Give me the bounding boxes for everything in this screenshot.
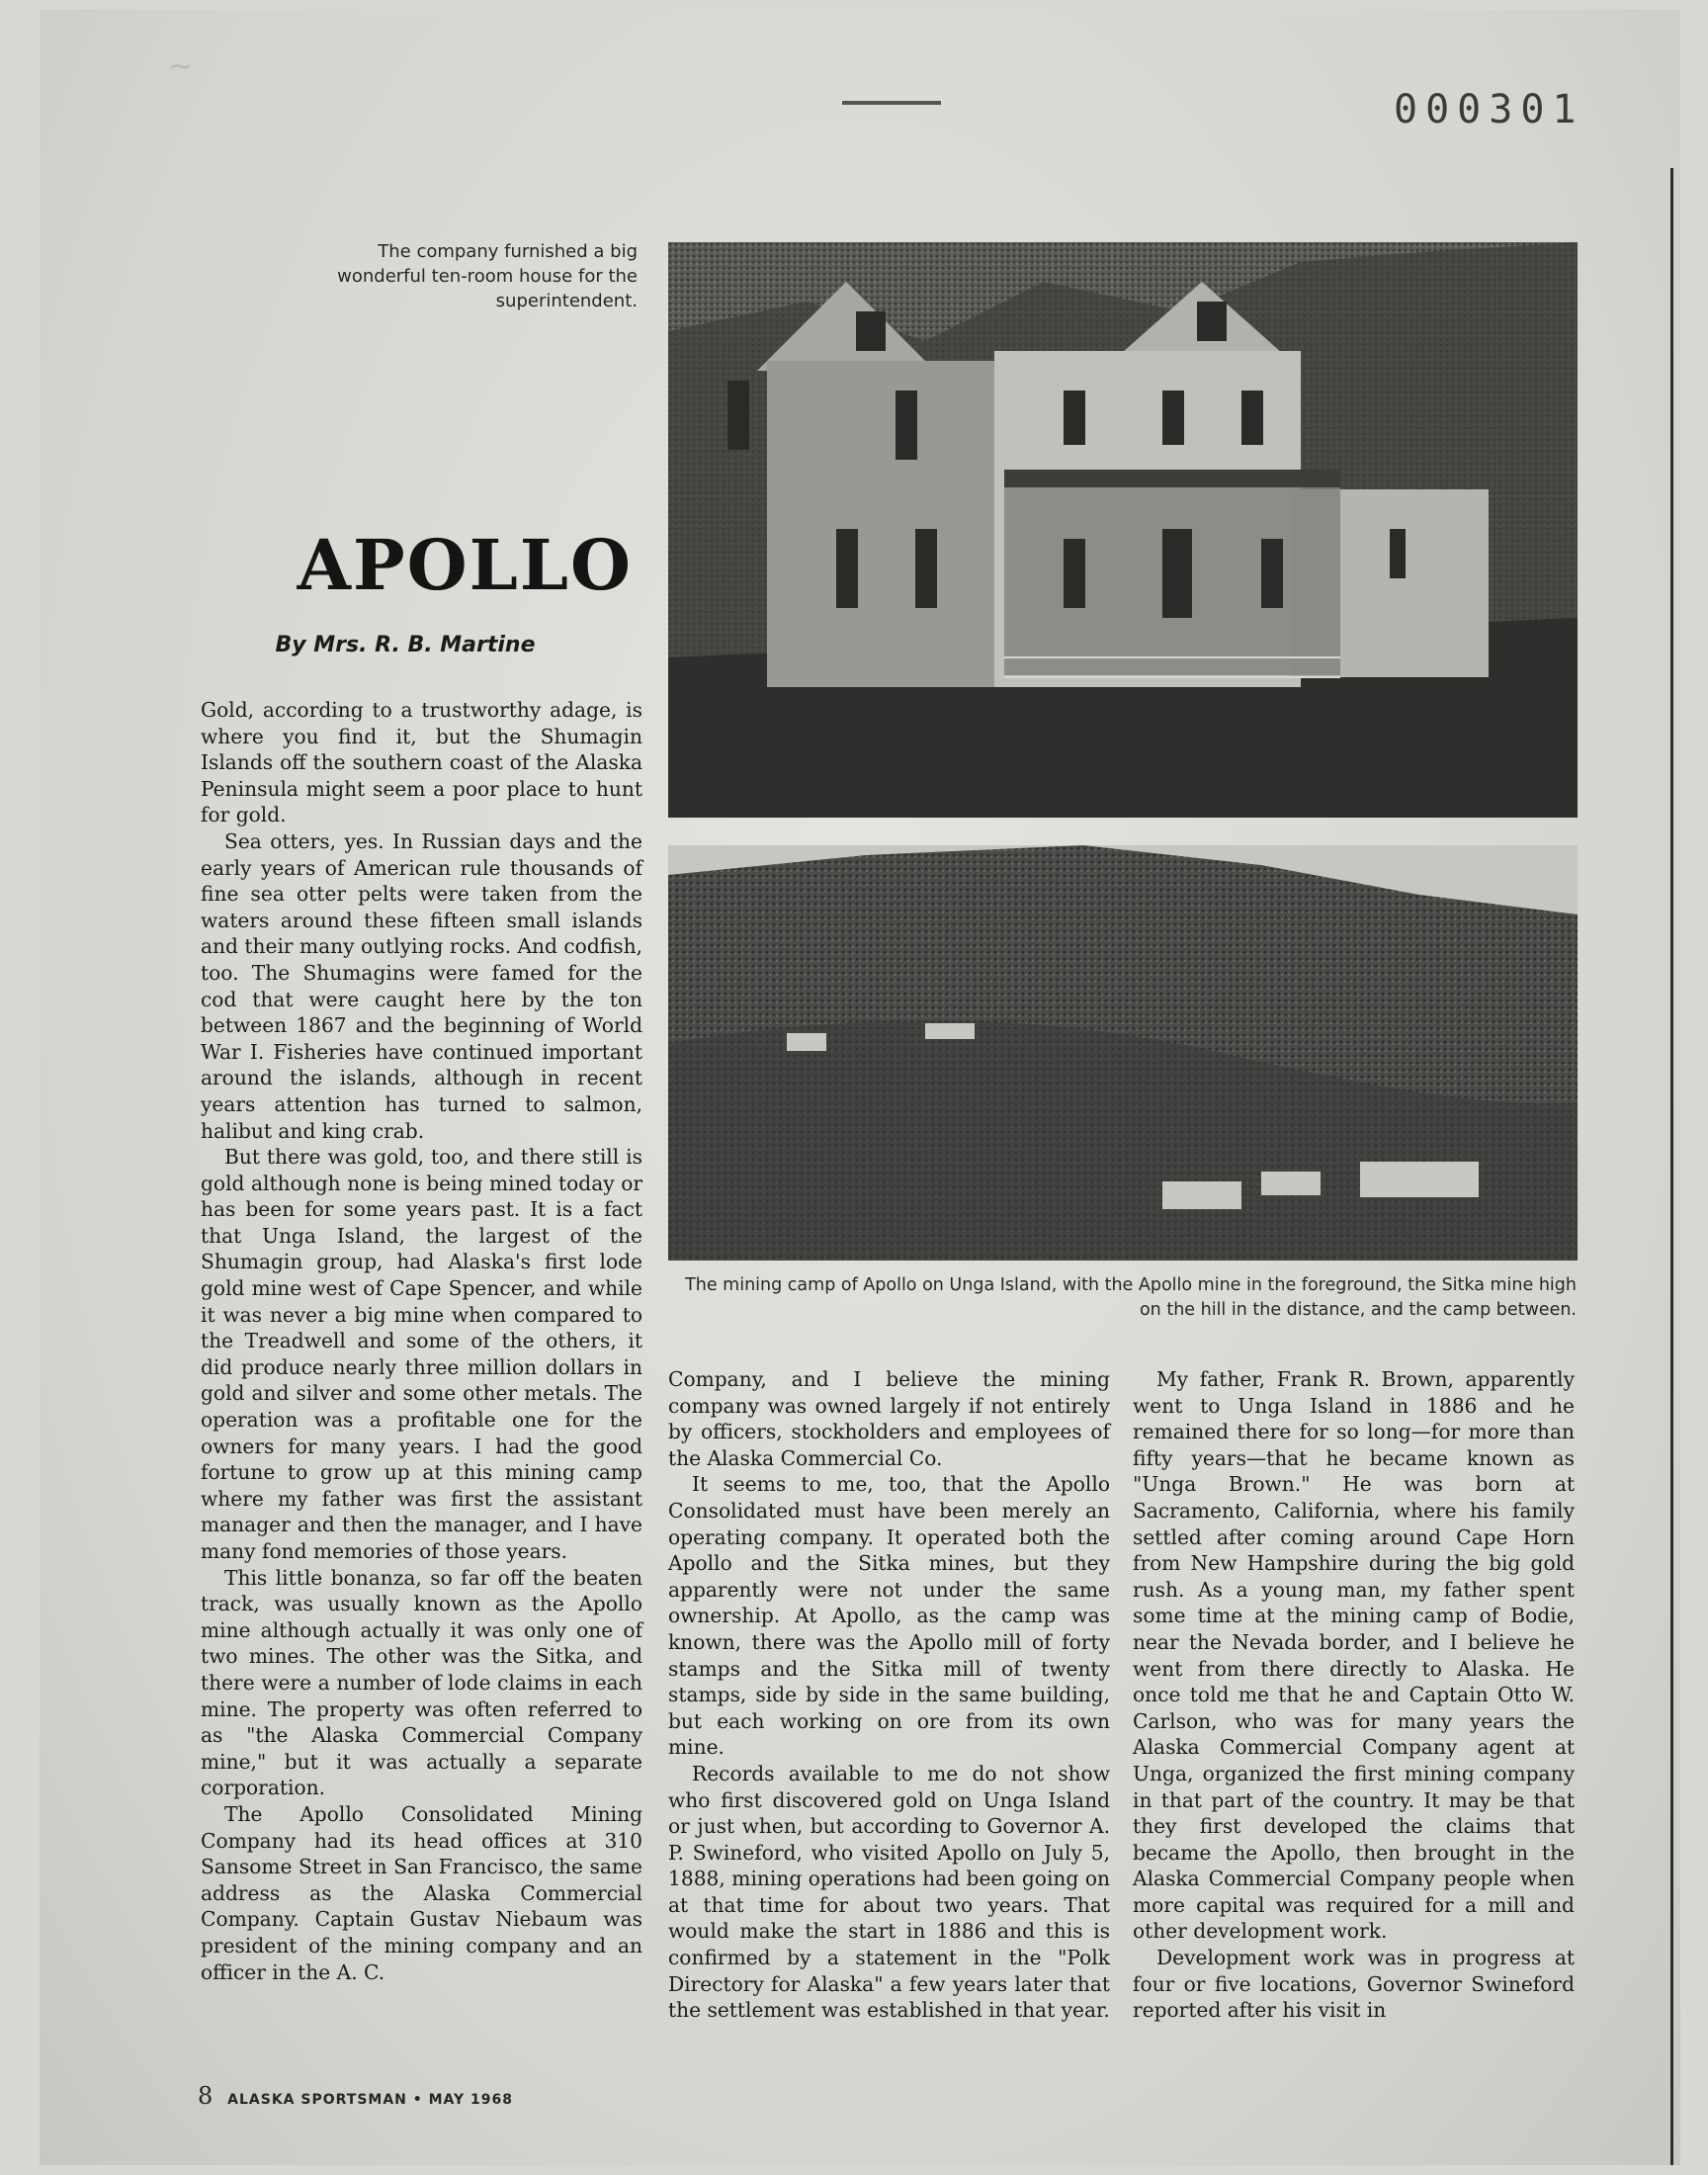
paragraph: My father, Frank R. Brown, apparently went to Unga Island in 1886 and he remained there for so long—for more than fifty years—that he became known as "Unga Brown." He was born at Sacramento, California, where his family settled after coming around Cape Horn from New Hampshire during the big gold rush. As a young man, my father spent some time at the mining camp of Bodie, near the Nevada border, and I believe he went from there directly to Alaska. He once told me that he and Captain Otto W. Carlson, who was for many years the Alaska Commercial Company agent at Unga, organized the first mining company in that part of the country. It may be that they first developed the claims that became the Apollo, then brought in the Alaska Commercial Company people when more capital was required for a mill and other development work. <box>1133 1367 1575 1944</box>
publication-line: ALASKA SPORTSMAN • MAY 1968 <box>227 2092 513 2108</box>
paragraph: Sea otters, yes. In Russian days and the early years of American rule thousands of fine sea otter pelts were taken from the waters around these fifteen small islands and their many outlying rocks. And codfish, too. The Shumagins were famed for the cod that were caught here by the ton between 1867 and the beginning of World War I. Fisheries have continued important around the islands, although in recent years attention has turned to salmon, halibut and king crab. <box>201 828 642 1143</box>
paragraph: The Apollo Consolidated Mining Company had its head offices at 310 Sansome Street in San Francisco, the same address as the Alaska Commercial Company. Captain Gustav Niebaum was president of the mining company and an officer in the A. C. <box>201 1801 642 1984</box>
paragraph: Company, and I believe the mining company was owned largely if not entirely by officers, stockholders and employees of the Alaska Commercial Co. <box>668 1367 1110 1470</box>
article-title: APOLLO <box>297 524 633 606</box>
paragraph: But there was gold, too, and there still is gold although none is being mined today or has been for some years past. It is a fact that Unga Island, the largest of the Shumagin group, had Alaska's first lode gold mine west of Cape Spencer, and while it was never a big mine when compared to the Treadwell and some of the others, it did produce nearly three million dollars in gold and silver and some other metals. The operation was a profitable one for the owners for many years. I had the good fortune to grow up at this mining camp where my father was first the assistant manager and then the manager, and I have many fond memories of those years. <box>201 1145 642 1563</box>
paragraph: Development work was in progress at four or five locations, Governor Swineford reported after his visit in <box>1133 1946 1575 2023</box>
faint-header-bleed: ~ <box>168 49 198 84</box>
paragraph: This little bonanza, so far off the beaten track, was usually known as the Apollo mine although actually it was only one of two mines. The other was the Sitka, and there were a number of lode claims in each mine. The property was often referred to as "the Alaska Commercial Company mine," but it was actually a separate corporation. <box>201 1565 642 1800</box>
photo-caption-camp: The mining camp of Apollo on Unga Island, with the Apollo mine in the foreground, the Sitka mine high on the hill in the distance, and the camp between. <box>685 1275 1577 1320</box>
camp-photo-illustration <box>668 845 1578 1261</box>
article-column-1 <box>201 697 642 1985</box>
article-byline: By Mrs. R. B. Martine <box>275 633 536 657</box>
page-number: 8 <box>198 2082 214 2110</box>
photo-superintendent-house <box>668 242 1578 818</box>
article-column-3 <box>1133 1366 1575 2024</box>
right-margin-rule <box>1670 168 1673 2165</box>
paragraph: Records available to me do not show who first discovered gold on Unga Island or just when, but according to Governor A. P. Swineford, who visited Apollo on July 5, 1888, mining operations had been going on at that time for about two years. That would make the start in 1886 and this is confirmed by a statement in the "Polk Directory for Alaska" a few years later that the settlement was established in that year. <box>668 1761 1110 2023</box>
page-footer <box>198 2082 513 2110</box>
photo-caption-house: The company furnished a big wonderful ten-room house for the superintendent. <box>337 241 638 311</box>
article-column-2 <box>668 1366 1110 2024</box>
photo-mining-camp <box>668 845 1578 1261</box>
top-dash <box>842 101 941 105</box>
paragraph: It seems to me, too, that the Apollo Consolidated must have been merely an operating company. It operated both the Apollo and the Sitka mines, but they apparently were not under the same ownership. At Apollo, as the camp was known, there was the Apollo mill of forty stamps and the Sitka mill of twenty stamps, side by side in the same building, but each working on ore from its own mine. <box>668 1472 1110 1760</box>
paragraph: Gold, according to a trustworthy adage, is where you find it, but the Shumagin Islands off the southern coast of the Alaska Peninsula might seem a poor place to hunt for gold. <box>201 698 642 827</box>
document-number: 000301 <box>1394 87 1584 132</box>
house-photo-illustration <box>668 242 1578 818</box>
